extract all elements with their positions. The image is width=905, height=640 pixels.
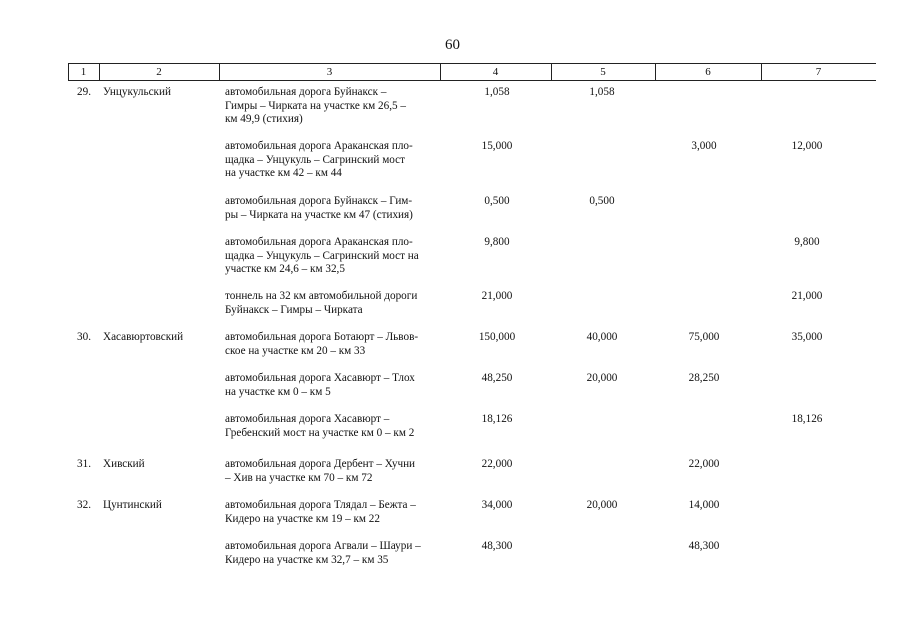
description-line: Кидеро на участке км 19 – км 22 [225,512,380,525]
amount-col-5: 40,000 [586,331,618,343]
description-line: автомобильная дорога Буйнакск – [225,86,387,98]
amount-col-5: 20,000 [586,499,618,511]
amount-col-7: 9,800 [794,236,820,248]
column-header-2: 2 [156,66,162,78]
description-line: щадка – Унцукуль – Сагринский мост [225,153,406,166]
road-description [225,499,438,526]
description-line: автомобильная дорога Хасавюрт – Тлох [225,372,415,384]
description-line: автомобильная дорога Араканская пло- [225,236,413,248]
description-line: автомобильная дорога Ботаюрт – Львов- [225,331,419,343]
road-description [225,372,438,399]
road-description [225,195,438,222]
road-description [225,86,438,127]
table-header-rule [68,80,876,81]
road-description [225,540,438,567]
description-line: Гребенский мост на участке км 0 – км 2 [225,426,415,439]
column-header-1: 1 [80,66,87,78]
column-header-5: 5 [600,66,606,78]
amount-col-4: 21,000 [481,290,513,302]
amount-col-7: 12,000 [791,140,823,152]
column-header-3: 3 [326,66,333,78]
amount-col-4: 15,000 [481,140,513,152]
road-description [225,290,438,317]
column-header-6: 6 [705,66,711,78]
amount-col-4: 0,500 [484,195,510,207]
description-line: тоннель на 32 км автомобильной дороги [225,290,418,302]
description-line: на участке км 0 – км 5 [225,385,331,398]
amount-col-4: 1,058 [484,86,510,98]
row-number: 31. [77,458,91,470]
amount-col-5: 1,058 [589,86,615,98]
amount-col-6: 75,000 [688,331,720,343]
amount-col-7: 35,000 [791,331,823,343]
amount-col-4: 18,126 [481,413,513,425]
amount-col-4: 9,800 [484,236,510,248]
table-top-rule [68,63,876,64]
description-line: автомобильная дорога Тлядал – Бежта – [225,499,416,511]
amount-col-7: 18,126 [791,413,823,425]
road-description [225,458,438,485]
description-line: автомобильная дорога Дербент – Хучни [225,458,416,470]
column-header-7: 7 [815,66,822,78]
amount-col-6: 14,000 [688,499,720,511]
amount-col-4: 22,000 [481,458,513,470]
district-name: Хивский [103,458,145,470]
description-line: Буйнакск – Гимры – Чирката [225,303,363,316]
amount-col-7: 21,000 [791,290,823,302]
column-header-4: 4 [492,66,499,78]
amount-col-6: 28,250 [688,372,720,384]
description-line: автомобильная дорога Буйнакск – Гим- [225,195,413,207]
amount-col-6: 3,000 [691,140,717,152]
amount-col-6: 48,300 [688,540,720,552]
amount-col-5: 20,000 [586,372,618,384]
amount-col-6: 22,000 [688,458,720,470]
description-line: автомобильная дорога Хасавюрт – [225,413,390,425]
description-line: Кидеро на участке км 32,7 – км 35 [225,553,389,566]
district-name: Хасавюртовский [103,331,184,343]
description-line: щадка – Унцукуль – Сагринский мост на [225,249,419,262]
district-name: Цунтинский [103,499,162,511]
amount-col-4: 48,300 [481,540,513,552]
amount-col-4: 48,250 [481,372,513,384]
amount-col-4: 34,000 [481,499,513,511]
amount-col-5: 0,500 [589,195,615,207]
description-line: автомобильная дорога Араканская пло- [225,140,413,152]
description-line: – Хив на участке км 70 – км 72 [225,471,373,484]
description-line: ское на участке км 20 – км 33 [225,344,366,357]
road-description [225,140,438,181]
description-line: км 49,9 (стихия) [225,113,303,125]
page-number: 60 [445,37,460,53]
road-description [225,236,438,277]
road-description [225,331,438,358]
description-line: на участке км 42 – км 44 [225,167,342,179]
amount-col-4: 150,000 [478,331,516,343]
row-number: 29. [77,86,91,98]
road-description [225,413,438,440]
description-line: автомобильная дорога Агвали – Шаури – [225,540,421,552]
district-name: Унцукульский [103,86,171,98]
description-line: ры – Чирката на участке км 47 (стихия) [225,208,413,221]
row-number: 30. [77,331,91,343]
row-number: 32. [77,499,91,511]
description-line: Гимры – Чирката на участке км 26,5 – [225,99,406,112]
description-line: участке км 24,6 – км 32,5 [225,263,345,275]
